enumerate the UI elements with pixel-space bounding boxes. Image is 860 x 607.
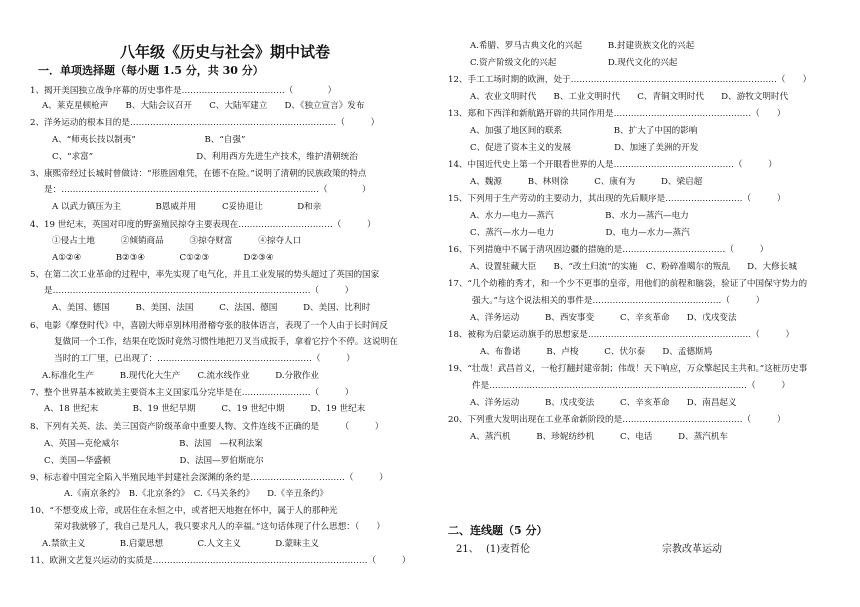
- question-7-options: A、18 世纪末 B、19 世纪早期 C、19 世纪中期 D、19 世纪末: [44, 404, 366, 414]
- question-4-options: A①②④ B②③④ C①②③ D②③④: [52, 253, 274, 263]
- question-5-cont: 是………………………………………………………………………………（ ）: [44, 286, 354, 296]
- question-15-options-ab: A、水力—电力—蒸汽 B、水力—蒸汽—电力: [470, 211, 689, 221]
- question-21-match: 宗教改革运动: [662, 544, 722, 555]
- question-14: 14、中国近代史上第一个开眼看世界的人是……………………………………（ ）: [448, 160, 777, 170]
- section-1-heading: 一．单项选择题（每小题 1.5 分，共 30 分）: [38, 64, 264, 77]
- question-1: 1、揭开美国独立战争序幕的历史事件是………………………………（ ）: [30, 86, 337, 96]
- question-11: 11、欧洲文艺复兴运动的实质是…………………………………………………………………（ ）: [30, 556, 411, 566]
- question-20-options: A、蒸汽机 B、珍妮纺纱机 C、电话 D、蒸汽机车: [470, 432, 729, 442]
- question-16-options: A、设置驻藏大臣 B、“改土归流”的实施 C、粉碎准噶尔的叛乱 D、大修长城: [470, 262, 797, 272]
- question-12-options: A、农业文明时代 B、工业文明时代 C、青铜文明时代 D、游牧文明时代: [470, 92, 789, 102]
- question-13: 13、郑和下西洋和新航路开辟的共同作用是…………………………………………（ ）: [448, 109, 786, 119]
- question-4: 4、19 世纪末，英国对印度的野蛮殖民掠夺主要表现在……………………………（ ）: [30, 220, 376, 230]
- question-8-options-cd: C、美国—华盛顿 D、法国—罗伯斯庇尔: [44, 456, 264, 466]
- question-11-options-ab: A.希腊、罗马古典文化的兴起 B.封建贵族文化的兴起: [470, 41, 695, 51]
- question-17-cont: 强大。”与这个说法相关的事件是………………………………………（ ）: [472, 296, 765, 306]
- question-18: 18、被称为启蒙运动旗手的思想家是…………………………………………………（ ）: [448, 330, 795, 340]
- section-2-heading: 二、连线题（5 分）: [448, 524, 548, 537]
- question-1-options: A、莱克星顿枪声 B、大陆会议召开 C、大陆军建立 D、《独立宣言》发布: [42, 101, 365, 111]
- question-16: 16、下列措施中不属于清巩固边疆的措施的是………………………………（ ）: [448, 245, 769, 255]
- question-17-options: A、洋务运动 B、西安事变 C、辛亥革命 D、戊戌变法: [470, 313, 737, 323]
- question-17: 17、“几个幼稚的秀才，和一个少不更事的皇帝，用他们的前程和脑袋，验证了中国保守势力的: [448, 279, 808, 289]
- question-8-options-ab: A、英国—克伦威尔 B、法国 —权利法案: [44, 439, 263, 449]
- question-14-options: A、魏源 B、林则徐 C、康有为 D、梁启超: [470, 177, 703, 187]
- question-2: 2、洋务运动的根本目的是………………………………………………………………（ ）: [30, 118, 380, 128]
- question-3: 3、康熙帝经过长城时曾做诗：“形胜固难凭，在德不在险。”说明了清朝的民族政策的特点: [30, 169, 367, 179]
- question-3-cont: 是：………………………………………………………………………………（ ）: [44, 185, 371, 195]
- question-12: 12、手工工场时期的欧洲，处于………………………………………………………………（ ）: [448, 75, 812, 85]
- question-9-options: A.《南京条约》 B.《北京条约》 C.《马关条约》 D.《辛丑条约》: [64, 489, 329, 499]
- question-19-cont: 件是………………………………………………………………………………（ ）: [472, 381, 790, 391]
- question-7: 7、整个世界基本被欧美主要资本主义国家瓜分完毕是在……………………（ ）: [30, 388, 354, 398]
- question-10: 10、“不想变成上帝，或居住在永恒之中，或者把天地抱在怀中，属于人的那种光: [30, 506, 338, 516]
- question-6: 6、电影《摩登时代》中，喜剧大师卓别林用滑稽夸张的肢体语言，表现了一个人由于长时间反: [30, 321, 388, 331]
- question-21-number: 21、: [456, 544, 479, 555]
- question-21-item: (1)麦哲伦: [486, 544, 531, 555]
- question-2-options-cd: C、“求富” D、利用西方先进生产技术，维护清朝统治: [52, 152, 358, 162]
- question-10-cont: 荣对我就够了，我自己是凡人，我只要求凡人的幸福。”这句话体现了什么思想：（ ）: [54, 522, 385, 532]
- question-9: 9、标志着中国完全陷入半殖民地半封建社会深渊的条约是……………………………（ ）: [30, 473, 388, 483]
- question-15-options-cd: C、蒸汽—水力—电力 D、电力—水力—蒸汽: [470, 228, 690, 238]
- question-4-items: ①侵占土地 ②倾销商品 ③掠夺财富 ④掠夺人口: [52, 236, 302, 246]
- exam-title: 八年级《历史与社会》期中试卷: [120, 43, 331, 61]
- question-19-options: A、洋务运动 B、戊戌变法 C、辛亥革命 D、南昌起义: [470, 398, 737, 408]
- question-18-options: A、布鲁诺 B、卢梭 C、伏尔泰 D、孟德斯鸠: [480, 347, 713, 357]
- question-6-options: A.标准化生产 B.现代化大生产 C.流水线作业 D.分散作业: [42, 371, 319, 381]
- question-10-options: A.禁欲主义 B.启蒙思想 C.人文主义 D.蒙昧主义: [42, 539, 319, 549]
- question-13-options-cd: C、促进了资本主义的发展 D、加速了美洲的开发: [470, 143, 699, 153]
- question-6-cont-1: 复做同一个工作，结果在吃饭时竟然习惯性地把刀叉当成扳手，拿着它拧个不停。这说明在: [54, 337, 398, 347]
- question-13-options-ab: A、加强了地区间的联系 B、扩大了中国的影响: [470, 126, 698, 136]
- question-11-options-cd: C.资产阶级文化的兴起 D.现代文化的兴起: [470, 58, 678, 68]
- question-8: 8、下列有关英、法、美三国资产阶级革命中重要人物、文件连线不正确的是 （ ）: [30, 422, 384, 432]
- question-20: 20、下列重大发明出现在工业革命新阶段的是……………………………………（ ）: [448, 415, 786, 425]
- question-5-options: A、美国、德国 B、美国、法国 C、法国、德国 D、美国、比利时: [52, 303, 371, 313]
- question-5: 5、在第二次工业革命的过程中，率先实现了电气化，并且工业发展的势头超过了英国的国家: [30, 270, 380, 280]
- question-6-cont-2: 当时的工厂里，已出现了：………………………………………………（ ）: [54, 354, 355, 364]
- question-15: 15、下列用于生产劳动的主要动力，其出现的先后顺序是………………………（ ）: [448, 194, 786, 204]
- question-2-options-ab: A、“师夷长技以制夷” B、“自强”: [52, 135, 246, 145]
- question-19: 19、“壮哉！武昌首义，一枪打翻封建帝制；伟哉！天下响应，万众擎起民主共和。”这桩历史事: [448, 364, 808, 374]
- question-3-options: A 以武力镇压为主 B恩威并用 C妥协退让 D和亲: [52, 202, 322, 212]
